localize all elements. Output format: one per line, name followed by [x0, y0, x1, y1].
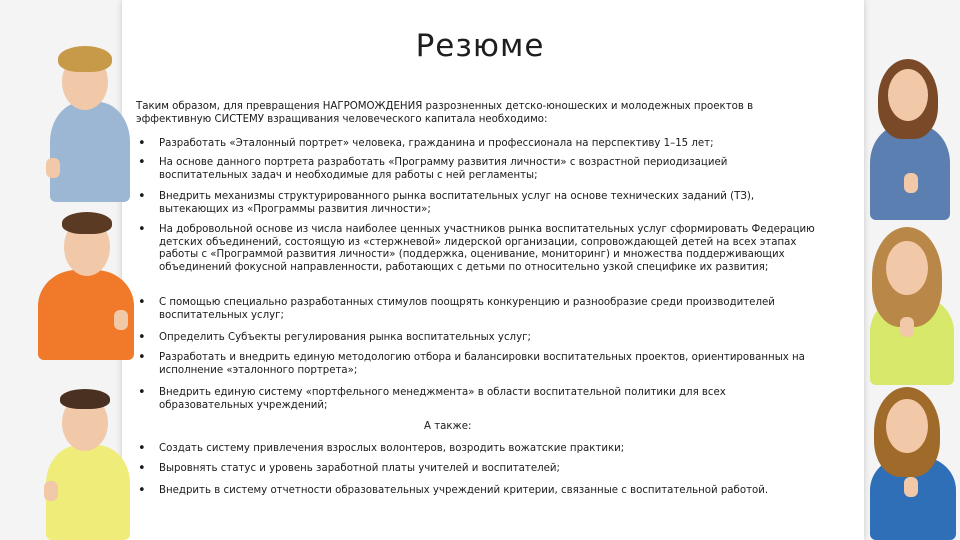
page-title: Резюме [415, 28, 545, 64]
list-item: Разработать и внедрить единую методологию отбора и балансировки воспитательных проектов, ориентированных на исполнение «эталонного портрета»; [159, 352, 805, 376]
bullet-icon: • [138, 461, 146, 476]
bullet-icon: • [138, 136, 146, 151]
bullet-icon: • [138, 483, 146, 498]
photo-boy-middle-left [34, 210, 134, 360]
list-item: Внедрить единую систему «портфельного менеджмента» в области воспитательной политики для всех образовательных учреждений; [159, 387, 726, 411]
photo-girl-bottom-right [866, 385, 960, 540]
bullet-icon: • [138, 385, 146, 400]
list-item: Выровнять статус и уровень заработной платы учителей и воспитателей; [159, 463, 560, 474]
photo-boy-top-left [40, 40, 130, 200]
list-item: Создать систему привлечения взрослых волонтеров, возродить вожатские практики; [159, 443, 625, 454]
bullet-icon: • [138, 222, 146, 237]
also-label: А также: [424, 421, 472, 432]
photo-girl-middle-right [866, 225, 960, 385]
bullet-icon: • [138, 441, 146, 456]
bullet-icon: • [138, 155, 146, 170]
bullet-icon: • [138, 295, 146, 310]
list-item: Внедрить в систему отчетности образовательных учреждений критерии, связанные с воспитательной работой. [159, 485, 769, 496]
list-item: Разработать «Эталонный портрет» человека, гражданина и профессионала на перспективу 1–15 лет; [159, 138, 714, 149]
bullet-icon: • [138, 330, 146, 345]
photo-boy-bottom-left [40, 385, 130, 540]
list-item: С помощью специально разработанных стимулов поощрять конкуренцию и разнообразие среди производителей воспитательных услуг; [159, 297, 775, 321]
list-item: На добровольной основе из числа наиболее ценных участников рынка воспитательных услуг сформировать Федерацию детских объединений, состоящую из «стержневой» лидерской организации, сопровождающей детей на всех этапах работы с «Программой развития личности» (поддержка, оценивание, мониторинг) и множества поддерживающих объединений фокусной направленности, работающих с детьми по относительно узкой специфике их развития; [159, 224, 815, 273]
bullet-icon: • [138, 189, 146, 204]
intro-paragraph: Таким образом, для превращения НАГРОМОЖДЕНИЯ разрозненных детско-юношеских и молодежных проектов в эффективную СИСТЕМУ взращивания человеческого капитала необходимо: [136, 101, 754, 125]
list-item: Определить Субъекты регулирования рынка воспитательных услуг; [159, 332, 531, 343]
list-item: Внедрить механизмы структурированного рынка воспитательных услуг на основе технических заданий (ТЗ), вытекающих из «Программы развития личности»; [159, 191, 755, 215]
photo-girl-top-right [866, 55, 956, 220]
list-item: На основе данного портрета разработать «Программу развития личности» с возрастной периодизацией воспитательных задач и необходимые для работы с ней регламенты; [159, 157, 728, 181]
bullet-icon: • [138, 350, 146, 365]
